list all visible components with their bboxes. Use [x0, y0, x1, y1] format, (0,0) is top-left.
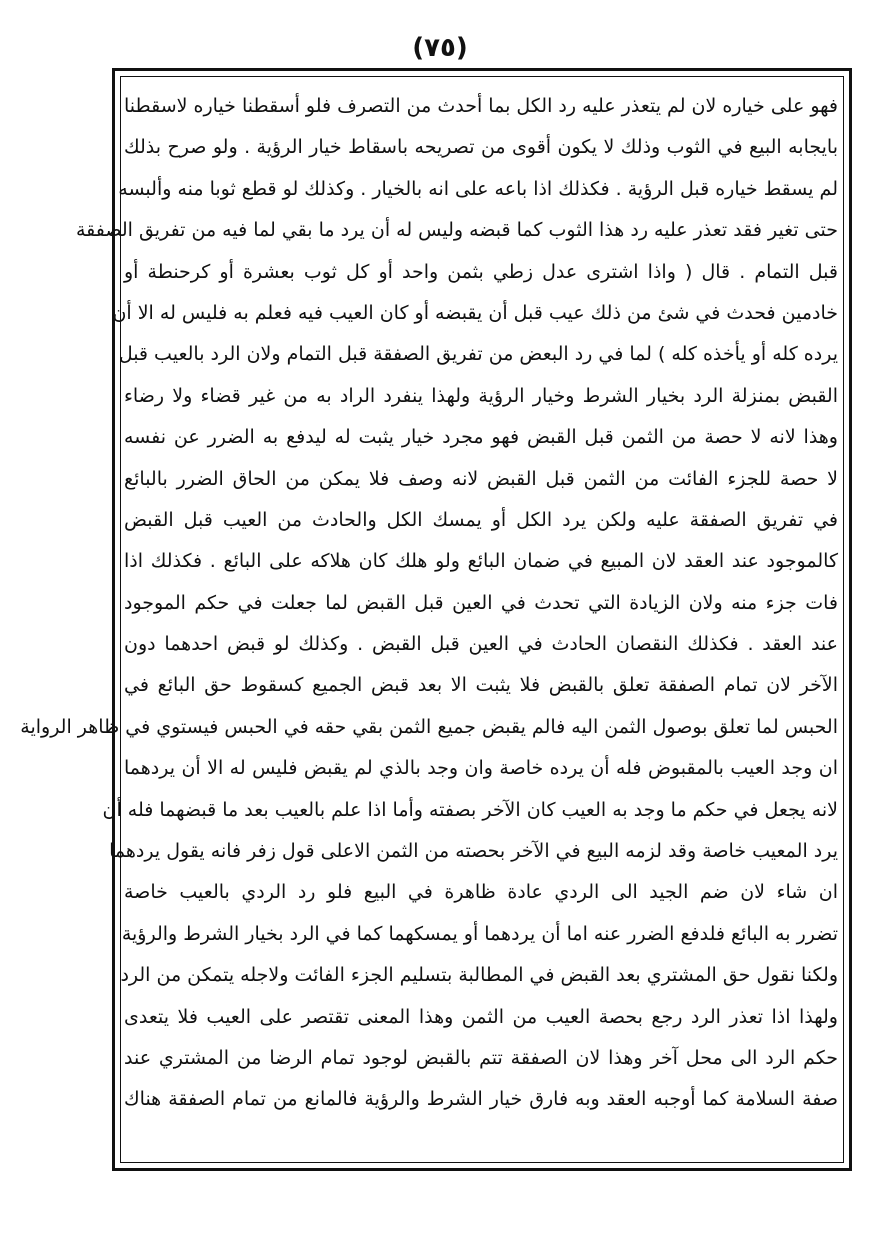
- text-line: ولكنا نقول حق المشتري بعد القبض في المطالبة بتسليم الجزء الفائت ولاجله يتمكن من الرد: [120, 964, 838, 987]
- text-line: حتى تغير فقد تعذر عليه رد هذا الثوب كما قبضه وليس له أن يرد ما بقي لما فيه من تفريق الصفقة: [75, 219, 838, 242]
- text-line: تضرر به البائع فلدفع الضرر عنه اما أن يردهما أو يمسكهما كما في الرد بخيار الشرط والرؤية: [121, 922, 838, 945]
- text-line: الحبس لما تعلق بوصول الثمن اليه فالم يقبض جميع الثمن بقي حقه في الحبس فيستوي في ظاهر الرواية: [20, 715, 838, 738]
- text-line: فات جزء منه ولان الزيادة التي تحدث في العين قبل القبض لما جعلت في حكم الموجود: [124, 591, 838, 614]
- text-line: ان وجد العيب بالمقبوض فله أن يرده خاصة وان وجد بالذي لم يقبض فليس له الا أن يردهما: [124, 757, 838, 780]
- text-line: صفة السلامة كما أوجبه العقد وبه فارق خيار الشرط والرؤية فالمانع من تمام الصفقة هناك: [124, 1088, 838, 1111]
- text-line: قبل التمام . قال ( واذا اشترى عدل زطي بثمن واحد أو كل ثوب بعشرة أو كرحنطة أو: [124, 260, 838, 283]
- text-line: وهذا لانه لا حصة من الثمن قبل القبض فهو مجرد خيار يثبت له ليدفع به الضرر عن نفسه: [124, 426, 838, 449]
- text-line: لا حصة للجزء الفائت من الثمن قبل القبض لانه وصف فلا يمكن من الحاق الضرر بالبائع: [124, 467, 838, 490]
- page-number: (٧٥): [412, 33, 468, 63]
- text-line: فهو على خياره لان لم يتعذر عليه رد الكل بما أحدث من التصرف فلو أسقطنا خياره لاسقطنا: [124, 95, 838, 117]
- text-line: كالموجود عند العقد لان المبيع في ضمان البائع ولو هلك كان هلاكه على البائع . فكذلك اذا: [124, 550, 838, 573]
- body-text: [20, 86, 842, 1121]
- text-line: القبض بمنزلة الرد بخيار الشرط وخيار الرؤية ولهذا ينفرد الراد به من غير قضاء ولا رضاء: [124, 384, 838, 407]
- text-line: يرده كله أو يأخذه كله ) لما في رد البعض من تفريق الصفقة قبل التمام ولان الرد بالعيب قبل: [118, 343, 838, 366]
- text-line: ان شاء لان ضم الجيد الى الردي عادة ظاهرة في البيع فلو رد الردي بالعيب خاصة: [124, 881, 838, 904]
- text-line: يرد المعيب خاصة وقد لزمه البيع في الآخر بحصته من الثمن الاعلى قول زفر فانه يقول يردهما: [109, 840, 838, 863]
- text-line: في تفريق الصفقة عليه ولكن يرد الكل أو يمسك الكل والحادث من العيب قبل القبض: [124, 508, 838, 531]
- text-line: الآخر لان تمام الصفقة تعلق بالقبض فلا يثبت الا بعد قبض الجميع كسقوط حق البائع في: [124, 674, 838, 697]
- text-line: حكم الرد الى محل آخر وهذا لان الصفقة تتم بالقبض لوجود تمام الرضا من المشتري عند: [124, 1046, 838, 1069]
- text-line: بايجابه البيع في الثوب وذلك لا يكون أقوى من تصريحه باسقاط خيار الرؤية . ولو صرح بذلك: [124, 136, 838, 159]
- text-line: عند العقد . فكذلك النقصان الحادث في العين قبل القبض . وكذلك لو قبض احدهما دون: [124, 633, 838, 656]
- text-line: لانه يجعل في حكم ما وجد به العيب كان الآخر بصفته وأما اذا علم بالعيب بعد ما قبضهما فله أن: [102, 798, 838, 821]
- text-line: ولهذا اذا تعذر الرد رجع بحصة العيب من الثمن وهذا المعنى تقتصر على العيب فلا يتعدى: [124, 1005, 838, 1028]
- text-line: خادمين فحدث في شئ من ذلك عيب قبل أن يقبضه أو كان العيب فيه فعلم به فليس له الا أن: [112, 301, 838, 324]
- text-line: لم يسقط خياره قبل الرؤية . فكذلك اذا باعه على انه بالخيار . وكذلك لو قطع ثوبا منه وألبسه: [118, 177, 838, 200]
